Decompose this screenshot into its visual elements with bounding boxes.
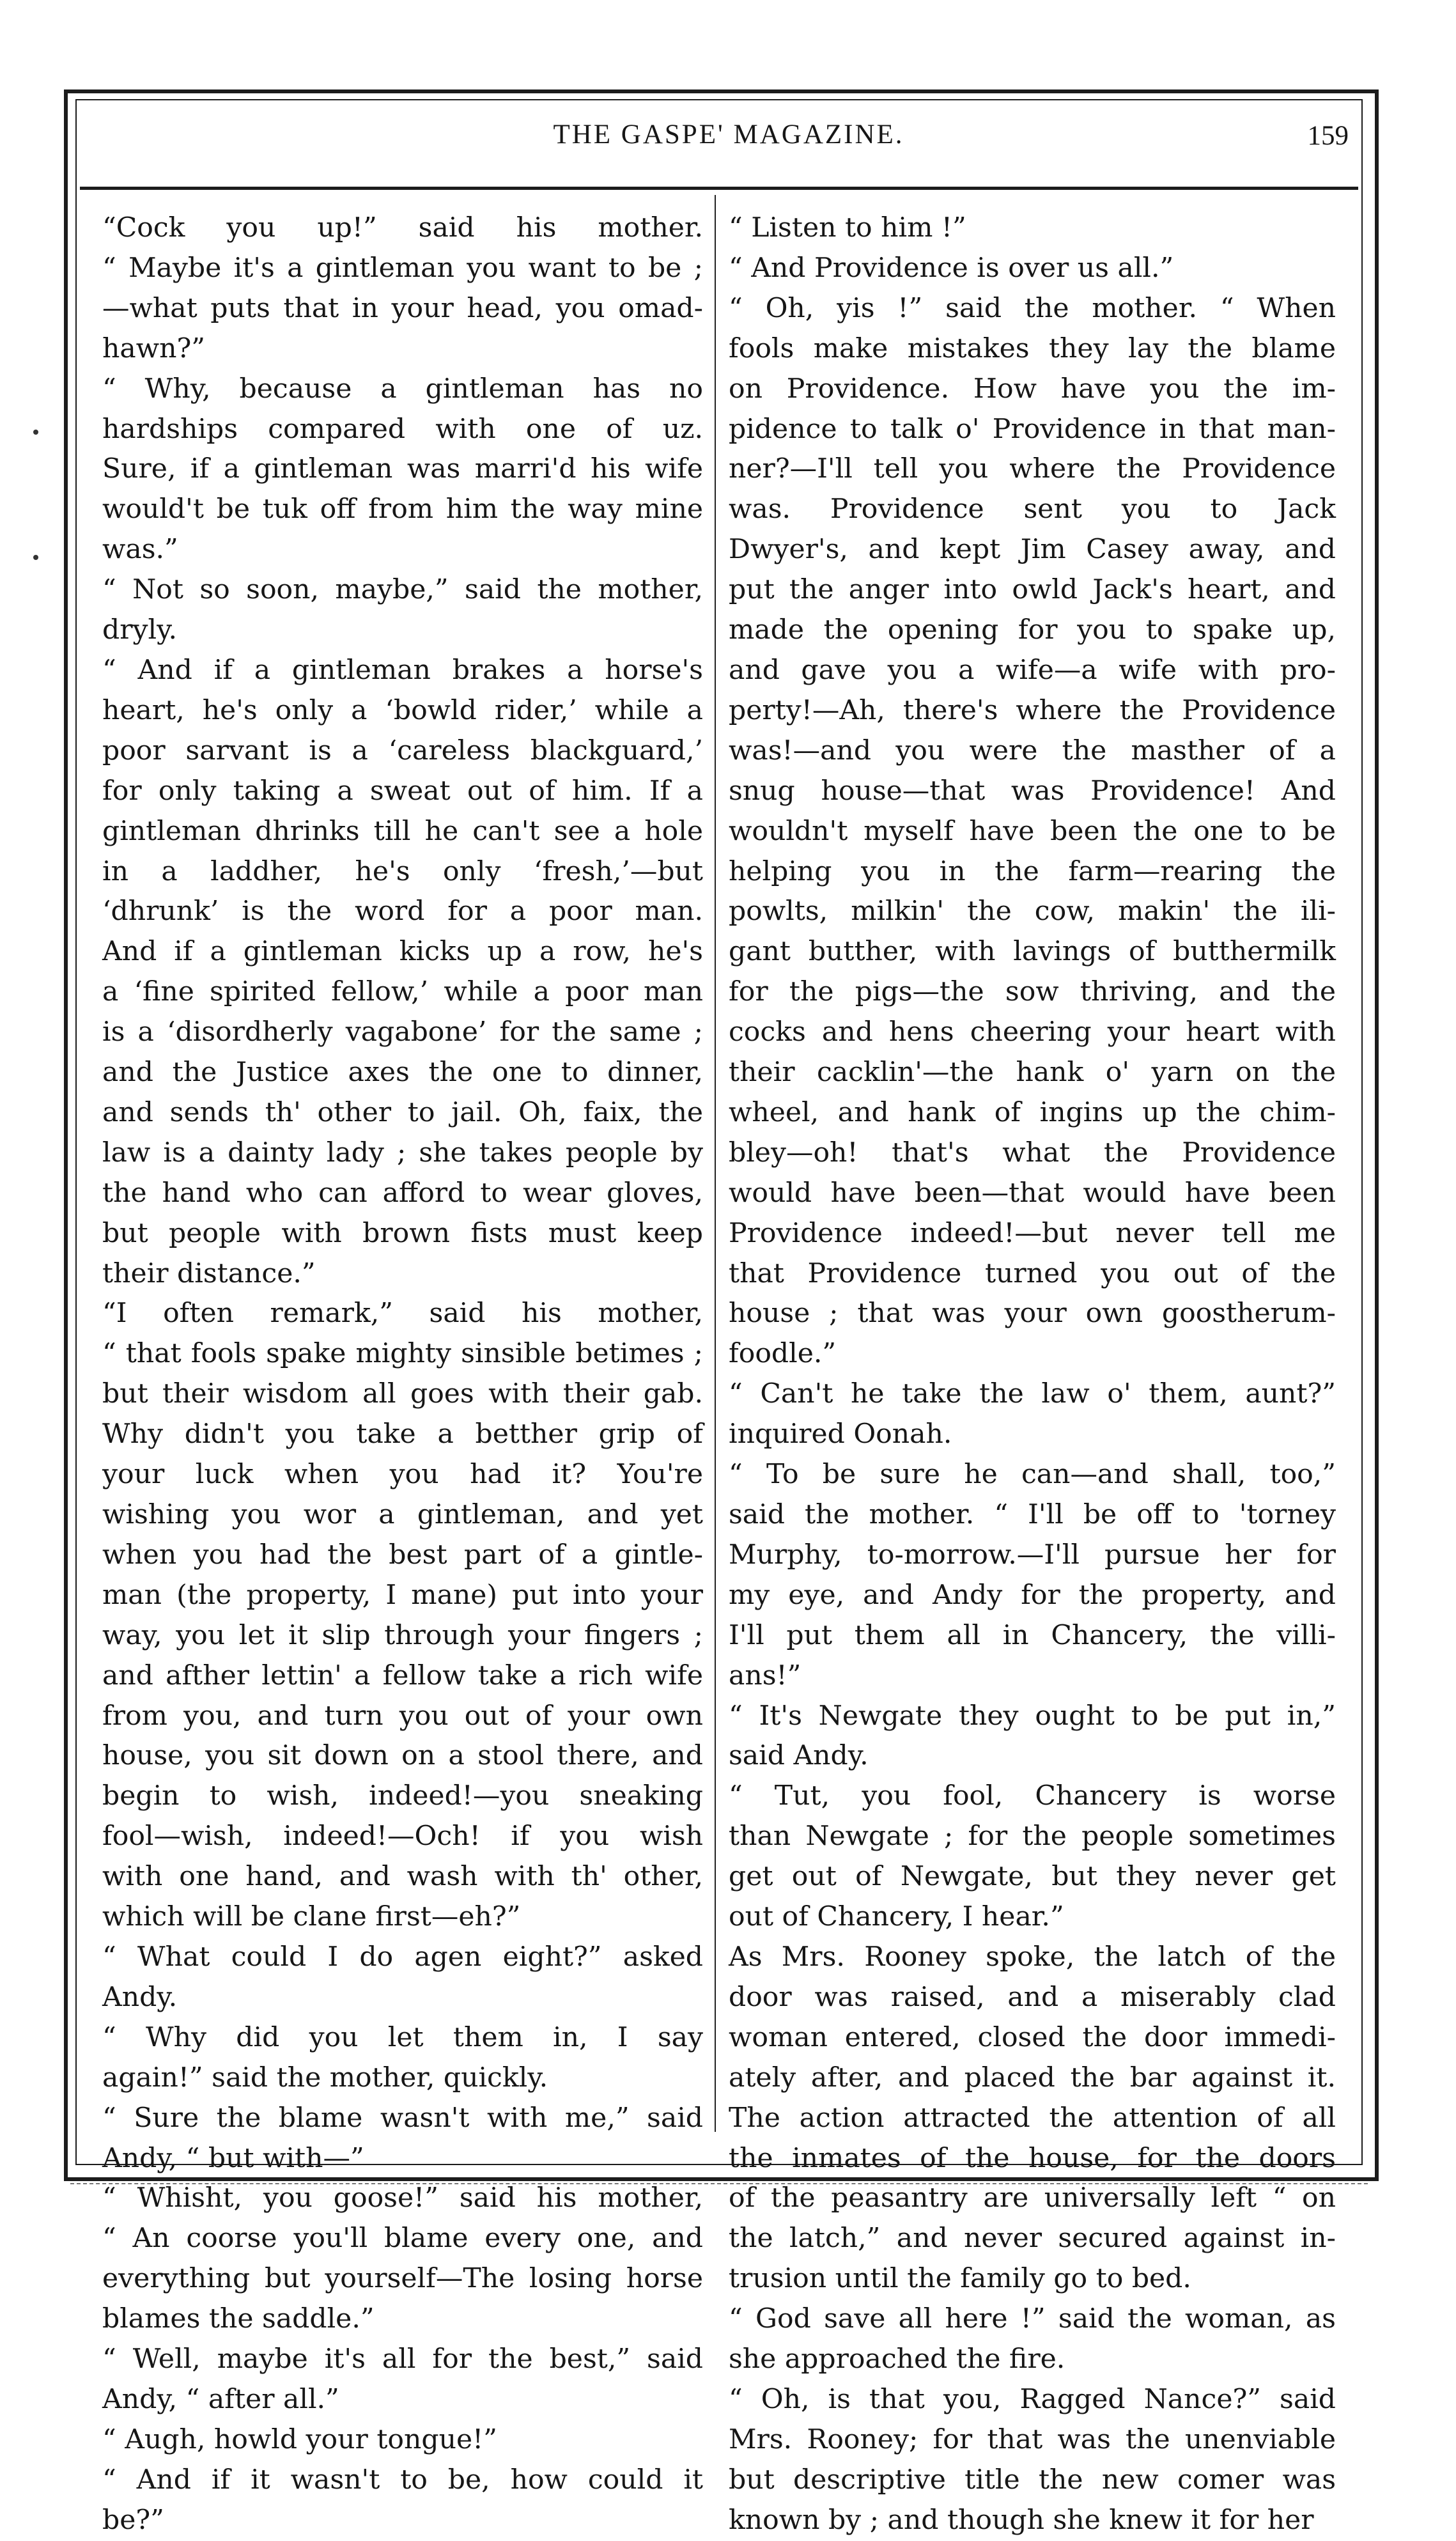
text-line: would't be tuk off from him the way mine (102, 493, 703, 525)
text-line: Why didn't you take a betther grip of (102, 1418, 703, 1450)
text-line: door was raised, and a miserably clad (729, 1981, 1336, 2013)
text-line: begin to wish, indeed!—you sneaking (102, 1780, 703, 1812)
text-line: which will be clane first—eh?” (102, 1901, 521, 1933)
text-line: foodle.” (729, 1338, 837, 1370)
text-line: your luck when you had it? You're (102, 1459, 703, 1491)
text-line: for only taking a sweat out of him. If a (102, 775, 703, 807)
text-line: be?” (102, 2504, 164, 2536)
text-line: Andy, “ but with—” (102, 2142, 364, 2174)
text-line: woman entered, closed the door immedi- (729, 2021, 1336, 2053)
text-line: Sure, if a gintleman was marri'd his wife (102, 453, 703, 485)
text-line: law is a dainty lady ; she takes people by (102, 1137, 703, 1169)
text-line: out of Chancery, I hear.” (729, 1901, 1064, 1933)
text-line: house, you sit down on a stool there, and (102, 1740, 703, 1772)
stray-mark (33, 430, 38, 435)
text-line: gintleman dhrinks till he can't see a hole (102, 815, 703, 847)
text-line: “ It's Newgate they ought to be put in,” (729, 1700, 1336, 1732)
text-line: “ Why did you let them in, I say (102, 2021, 703, 2053)
text-line: would have been—that would have been (729, 1177, 1336, 1209)
text-line: dryly. (102, 614, 177, 646)
text-line: hawn?” (102, 332, 205, 364)
text-line: again!” said the mother, quickly. (102, 2062, 548, 2094)
text-line: “ Oh, yis !” said the mother. “ When (729, 292, 1336, 324)
text-line: ner?—I'll tell you where the Providence (729, 453, 1336, 485)
stray-mark (33, 555, 38, 560)
text-line: Andy, “ after all.” (102, 2383, 339, 2415)
text-line: “ What could I do agen eight?” asked (102, 1941, 703, 1973)
text-line: “ Augh, howld your tongue!” (102, 2423, 497, 2455)
text-line: ‘dhrunk’ is the word for a poor man. (102, 896, 703, 928)
text-line: helping you in the farm—rearing the (729, 855, 1336, 887)
text-line: “ Well, maybe it's all for the best,” said (102, 2343, 703, 2375)
text-line: “Cock you up!” said his mother. (102, 212, 703, 244)
text-line: and sends th' other to jail. Oh, faix, the (102, 1096, 703, 1128)
text-line: the latch,” and never secured against in- (729, 2223, 1336, 2255)
text-line: their distance.” (102, 1257, 316, 1289)
text-line: inquired Oonah. (729, 1418, 952, 1450)
text-line: everything but yourself—The losing horse (102, 2263, 703, 2295)
page-header (102, 119, 1355, 164)
text-line: man (the property, I mane) put into your (102, 1579, 703, 1611)
text-line: snug house—that was Providence! And (729, 775, 1336, 807)
text-line: “ To be sure he can—and shall, too,” (729, 1459, 1336, 1491)
text-line: cocks and hens cheering your heart with (729, 1016, 1336, 1048)
text-line: —what puts that in your head, you omad- (102, 292, 703, 324)
text-line: Mrs. Rooney; for that was the unenviable (729, 2423, 1336, 2455)
page-number: 159 (1307, 121, 1349, 151)
text-line: is a ‘disordherly vagabone’ for the same ; (102, 1016, 703, 1048)
text-line: Andy. (102, 1981, 178, 2013)
header-rule (80, 187, 1358, 190)
text-line: “ Why, because a gintleman has no (102, 373, 703, 405)
text-line: ately after, and placed the bar against it. (729, 2062, 1336, 2094)
text-line: “ An coorse you'll blame every one, and (102, 2223, 703, 2255)
text-line: “ Maybe it's a gintleman you want to be ; (102, 252, 703, 284)
text-line: Providence indeed!—but never tell me (729, 1217, 1336, 1249)
text-line: ans!” (729, 1659, 802, 1691)
text-line: And if a gintleman kicks up a row, he's (102, 936, 703, 968)
text-line: I'll put them all in Chancery, the villi- (729, 1619, 1336, 1651)
text-line: “ Can't he take the law o' them, aunt?” (729, 1378, 1336, 1410)
text-line: fool—wish, indeed!—Och! if you wish (102, 1821, 703, 1853)
text-line: gant butther, with lavings of butthermilk (729, 936, 1336, 968)
text-line: known by ; and though she knew it for her (729, 2504, 1314, 2536)
bottom-edge-noise (70, 2183, 1368, 2184)
text-line: with one hand, and wash with th' other, (102, 1861, 703, 1893)
text-line: “ God save all here !” said the woman, as (729, 2303, 1336, 2335)
right-column (729, 208, 1336, 2541)
text-line: fools make mistakes they lay the blame (729, 332, 1336, 364)
text-line: was!—and you were the masther of a (729, 734, 1336, 766)
text-line: heart, he's only a ‘bowld rider,’ while a (102, 694, 703, 726)
text-line: she approached the fire. (729, 2343, 1065, 2375)
text-line: “ Whisht, you goose!” said his mother, (102, 2182, 703, 2214)
text-line: bley—oh! that's what the Providence (729, 1137, 1336, 1169)
text-line: pidence to talk o' Providence in that man- (729, 413, 1336, 445)
text-line: and gave you a wife—a wife with pro- (729, 654, 1336, 686)
text-line: was.” (102, 534, 178, 566)
text-line: “ Tut, you fool, Chancery is worse (729, 1780, 1336, 1812)
text-line: and the Justice axes the one to dinner, (102, 1057, 703, 1089)
text-line: “ Listen to him !” (729, 212, 966, 244)
text-line: said the mother. “ I'll be off to 'torney (729, 1499, 1336, 1530)
text-line: in a laddher, he's only ‘fresh,’—but (102, 855, 703, 887)
text-line: said Andy. (729, 1740, 869, 1772)
text-line: but people with brown fists must keep (102, 1217, 703, 1249)
text-line: get out of Newgate, but they never get (729, 1861, 1336, 1893)
text-line: a ‘fine spirited fellow,’ while a poor man (102, 976, 703, 1008)
text-line: “ Not so soon, maybe,” said the mother, (102, 574, 703, 606)
text-line: hardships compared with one of uz. (102, 413, 703, 445)
text-line: The action attracted the attention of all (729, 2102, 1336, 2134)
text-line: for the pigs—the sow thriving, and the (729, 976, 1336, 1008)
text-line: “ And Providence is over us all.” (729, 252, 1174, 284)
text-line: wishing you wor a gintleman, and yet (102, 1499, 703, 1530)
text-line: their cacklin'—the hank o' yarn on the (729, 1057, 1336, 1089)
text-line: “ Sure the blame wasn't with me,” said (102, 2102, 703, 2134)
text-line: wheel, and hank of ingins up the chim- (729, 1096, 1336, 1128)
text-line: “ And if a gintleman brakes a horse's (102, 654, 703, 686)
text-line: the inmates of the house, for the doors (729, 2142, 1336, 2174)
text-line: put the anger into owld Jack's heart, and (729, 574, 1336, 606)
text-line: trusion until the family go to bed. (729, 2263, 1191, 2295)
text-line: when you had the best part of a gintle- (102, 1539, 703, 1571)
text-line: that Providence turned you out of the (729, 1257, 1336, 1289)
text-line: wouldn't myself have been the one to be (729, 815, 1336, 847)
text-line: As Mrs. Rooney spoke, the latch of the (729, 1941, 1336, 1973)
text-line: from you, and turn you out of your own (102, 1700, 703, 1732)
text-line: “ Oh, is that you, Ragged Nance?” said (729, 2383, 1336, 2415)
text-line: made the opening for you to spake up, (729, 614, 1336, 646)
text-line: and afther lettin' a fellow take a rich wife (102, 1659, 703, 1691)
text-line: blames the saddle.” (102, 2303, 375, 2335)
text-line: but their wisdom all goes with their gab. (102, 1378, 703, 1410)
text-line: powlts, milkin' the cow, makin' the ili- (729, 896, 1336, 928)
text-line: Murphy, to-morrow.—I'll pursue her for (729, 1539, 1336, 1571)
text-line: way, you let it slip through your fingers ; (102, 1619, 703, 1651)
text-line: on Providence. How have you the im- (729, 373, 1336, 405)
text-line: but descriptive title the new comer was (729, 2464, 1336, 2496)
left-column (102, 208, 703, 2541)
text-line: Dwyer's, and kept Jim Casey away, and (729, 534, 1336, 566)
text-line: than Newgate ; for the people sometimes (729, 1821, 1336, 1853)
column-divider (715, 195, 716, 2132)
text-line: was. Providence sent you to Jack (729, 493, 1336, 525)
text-line: perty!—Ah, there's where the Providence (729, 694, 1336, 726)
text-line: my eye, and Andy for the property, and (729, 1579, 1336, 1611)
text-line: “ And if it wasn't to be, how could it (102, 2464, 703, 2496)
text-line: of the peasantry are universally left “ on (729, 2182, 1336, 2214)
text-line: house ; that was your own goostherum- (729, 1298, 1336, 1330)
running-title: THE GASPE' MAGAZINE. (553, 120, 904, 150)
text-line: “ that fools spake mighty sinsible betimes ; (102, 1338, 703, 1370)
text-line: “I often remark,” said his mother, (102, 1298, 703, 1330)
text-line: the hand who can afford to wear gloves, (102, 1177, 703, 1209)
text-line: poor sarvant is a ‘careless blackguard,’ (102, 734, 703, 766)
